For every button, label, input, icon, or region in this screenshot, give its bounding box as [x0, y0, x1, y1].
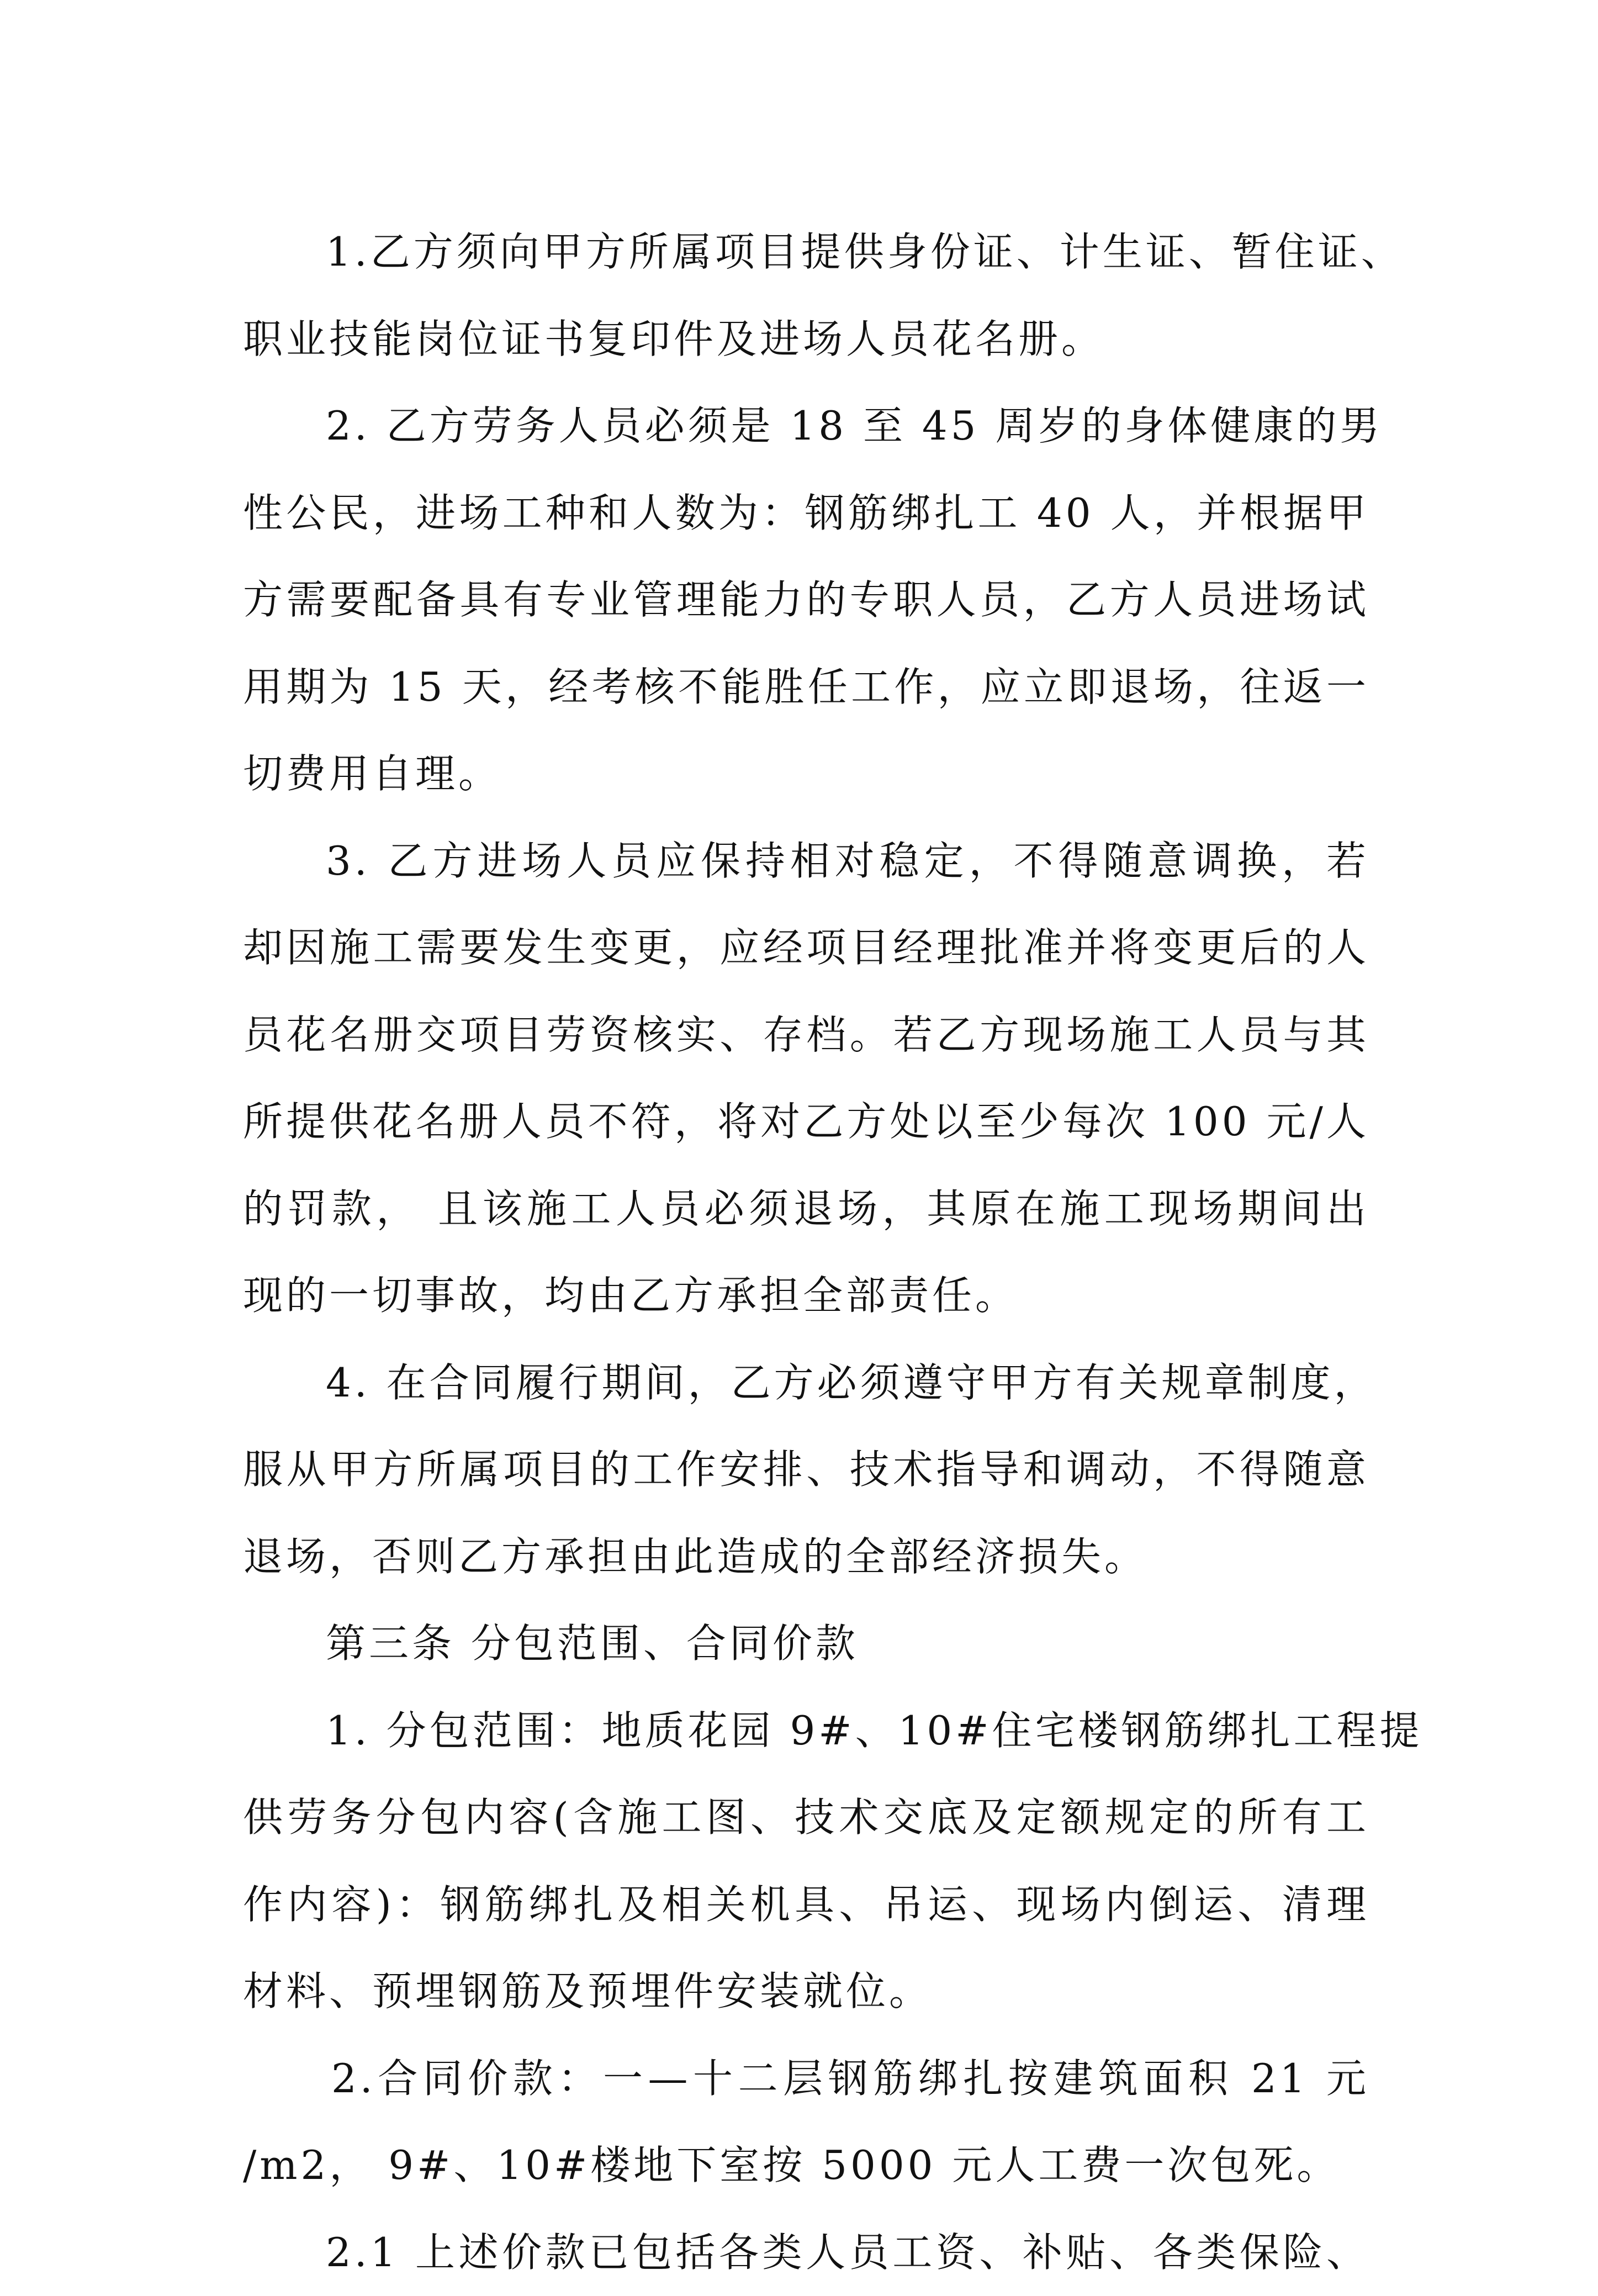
- paragraph-line: 1.乙方须向甲方所属项目提供身份证、计生证、暂住证、: [243, 209, 1369, 296]
- section-heading: 第三条 分包范围、合同价款: [243, 1600, 1369, 1687]
- paragraph-line: 性公民，进场工种和人数为：钢筋绑扎工 40 人，并根据甲: [243, 470, 1369, 557]
- document-body: [243, 209, 1369, 2296]
- paragraph-line: 方需要配备具有专业管理能力的专职人员，乙方人员进场试: [243, 557, 1369, 644]
- paragraph-line: 却因施工需要发生变更，应经项目经理批准并将变更后的人: [243, 904, 1369, 992]
- paragraph-line: 供劳务分包内容(含施工图、技术交底及定额规定的所有工: [243, 1774, 1369, 1861]
- paragraph-line: 3. 乙方进场人员应保持相对稳定，不得随意调换，若: [243, 818, 1369, 905]
- paragraph-line: 材料、预埋钢筋及预埋件安装就位。: [243, 1948, 1369, 2035]
- paragraph-line: 1. 分包范围：地质花园 9#、10#住宅楼钢筋绑扎工程提: [243, 1687, 1369, 1775]
- paragraph-line: 用期为 15 天，经考核不能胜任工作，应立即退场，往返一: [243, 644, 1369, 731]
- paragraph-line: 服从甲方所属项目的工作安排、技术指导和调动，不得随意: [243, 1426, 1369, 1514]
- paragraph-line: 作内容)：钢筋绑扎及相关机具、吊运、现场内倒运、清理: [243, 1861, 1369, 1949]
- paragraph-line: 4. 在合同履行期间，乙方必须遵守甲方有关规章制度，: [243, 1340, 1369, 1427]
- paragraph-line: 的罚款， 且该施工人员必须退场，其原在施工现场期间出: [243, 1166, 1369, 1253]
- paragraph-line: 2.合同价款：一—十二层钢筋绑扎按建筑面积 21 元: [243, 2035, 1369, 2123]
- paragraph-line: 职业技能岗位证书复印件及进场人员花名册。: [243, 296, 1369, 383]
- paragraph-line: 2. 乙方劳务人员必须是 18 至 45 周岁的身体健康的男: [243, 383, 1369, 470]
- paragraph-line: 所提供花名册人员不符，将对乙方处以至少每次 100 元/人: [243, 1078, 1369, 1166]
- paragraph-line: 切费用自理。: [243, 731, 1369, 818]
- paragraph-line: /m2， 9#、10#楼地下室按 5000 元人工费一次包死。: [243, 2122, 1369, 2209]
- paragraph-line: 员花名册交项目劳资核实、存档。若乙方现场施工人员与其: [243, 992, 1369, 1079]
- paragraph-line: 2.1 上述价款已包括各类人员工资、补贴、各类保险、: [243, 2209, 1369, 2296]
- paragraph-line: 退场，否则乙方承担由此造成的全部经济损失。: [243, 1514, 1369, 1601]
- paragraph-line: 现的一切事故，均由乙方承担全部责任。: [243, 1252, 1369, 1340]
